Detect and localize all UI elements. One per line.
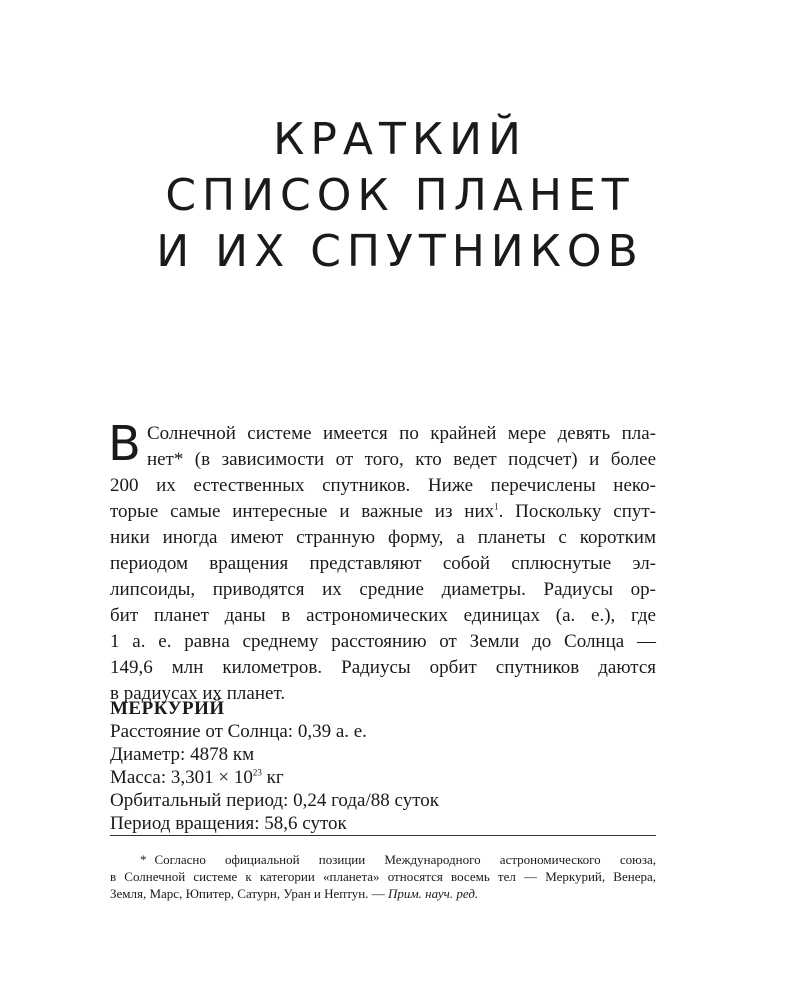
planet-entry-mercury xyxy=(110,697,656,835)
planet-orbital-period: Орбитальный период: 0,24 года/88 суток xyxy=(110,790,439,811)
title-line-2: СПИСОК ПЛАНЕТ xyxy=(165,170,635,221)
footnote-line xyxy=(110,851,656,868)
mass-unit: кг xyxy=(261,767,284,788)
planet-heading: МЕРКУРИЙ xyxy=(110,698,225,719)
planet-distance: Расстояние от Солнца: 0,39 а. е. xyxy=(110,721,367,742)
footnote-divider xyxy=(110,835,656,836)
intro-line: липсоиды, приводятся их средние диаметры. Радиусы ор- xyxy=(110,579,656,600)
intro-line: Солнечной системе имеется по крайней мере девять пла- xyxy=(146,423,656,444)
footnote-mark: * xyxy=(140,852,147,867)
editor-note: Прим. науч. ред. xyxy=(387,886,479,901)
mass-prefix: Масса: 3,301 × 10 xyxy=(110,767,253,788)
intro-line: бит планет даны в астрономических единицах (а. е.), где xyxy=(110,605,656,626)
mass-exponent: 23 xyxy=(252,767,262,778)
intro-line-text: . Поскольку спут- xyxy=(498,501,656,522)
intro-line xyxy=(110,499,656,525)
intro-line: ники иногда имеют странную форму, а планеты с коротким xyxy=(110,527,656,548)
intro-line: 149,6 млн километров. Радиусы орбит спутников даются xyxy=(110,657,656,678)
footnote-line: в Солнечной системе к категории «планета» относятся восемь тел — Меркурий, Венера, xyxy=(110,869,656,884)
intro-line: нет* (в зависимости от того, кто ведет подсчет) и более xyxy=(146,449,656,470)
title-line-3: И ИХ СПУТНИКОВ xyxy=(156,226,644,277)
intro-line-text: торые самые интересные и важные из них xyxy=(110,501,495,522)
planet-mass xyxy=(110,766,656,789)
title-line-1: КРАТКИЙ xyxy=(273,114,527,165)
intro-paragraph xyxy=(108,416,656,707)
intro-line: 200 их естественных спутников. Ниже перечислены неко- xyxy=(110,475,656,496)
page-title xyxy=(0,112,800,280)
intro-line: в радиусах их планет. xyxy=(110,683,286,704)
footnote xyxy=(110,851,656,902)
planet-diameter: Диаметр: 4878 км xyxy=(110,744,255,765)
footnote-text: Земля, Марс, Юпитер, Сатурн, Уран и Нептун. — xyxy=(110,886,388,901)
footnote-reference: 1 xyxy=(494,501,499,512)
footnote-line xyxy=(110,885,656,902)
intro-line: периодом вращения представляют собой сплюснутые эл- xyxy=(110,553,656,574)
footnote-text: Согласно официальной позиции Международного астрономического союза, xyxy=(154,852,656,867)
planet-rotation-period: Период вращения: 58,6 суток xyxy=(110,813,347,834)
intro-line: 1 а. е. равна среднему расстоянию от Земли до Солнца — xyxy=(110,631,656,652)
drop-cap: В xyxy=(108,416,141,472)
